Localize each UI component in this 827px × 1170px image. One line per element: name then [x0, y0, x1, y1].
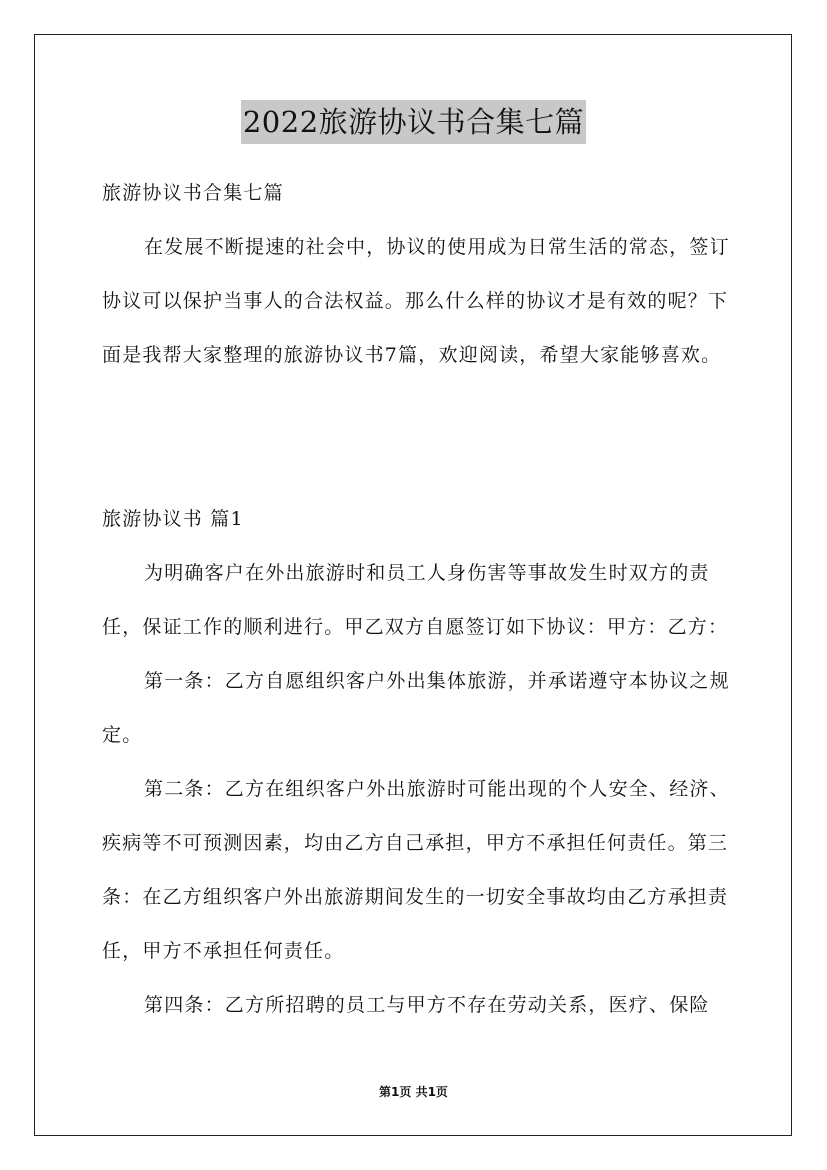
body-paragraph: 第一条：乙方自愿组织客户外出集体旅游，并承诺遵守本协议之规定。	[102, 670, 730, 746]
section-heading: 旅游协议书 篇1	[102, 508, 244, 530]
body-paragraph: 第二条：乙方在组织客户外出旅游时可能出现的个人安全、经济、疾病等不可预测因素，均由乙方自己承担，甲方不承担任何责任。第三条：在乙方组织客户外出旅游期间发生的一切安全事故均由乙方承担责任，甲方不承担任何责任。	[102, 778, 730, 962]
document-title: 2022旅游协议书合集七篇	[0, 100, 827, 144]
page-footer: 第1页 共1页	[379, 1085, 448, 1099]
body-paragraph: 第四条：乙方所招聘的员工与甲方不存在劳动关系，医疗、保险	[144, 994, 710, 1016]
body-paragraph: 为明确客户在外出旅游时和员工人身伤害等事故发生时双方的责任，保证工作的顺利进行。甲乙双方自愿签订如下协议：甲方：乙方：	[102, 562, 729, 638]
intro-paragraph: 在发展不断提速的社会中，协议的使用成为日常生活的常态，签订协议可以保护当事人的合法权益。那么什么样的协议才是有效的呢？下面是我帮大家整理的旅游协议书7篇，欢迎阅读，希望大家能够喜欢。	[102, 236, 730, 366]
document-subtitle: 旅游协议书合集七篇	[102, 182, 284, 204]
